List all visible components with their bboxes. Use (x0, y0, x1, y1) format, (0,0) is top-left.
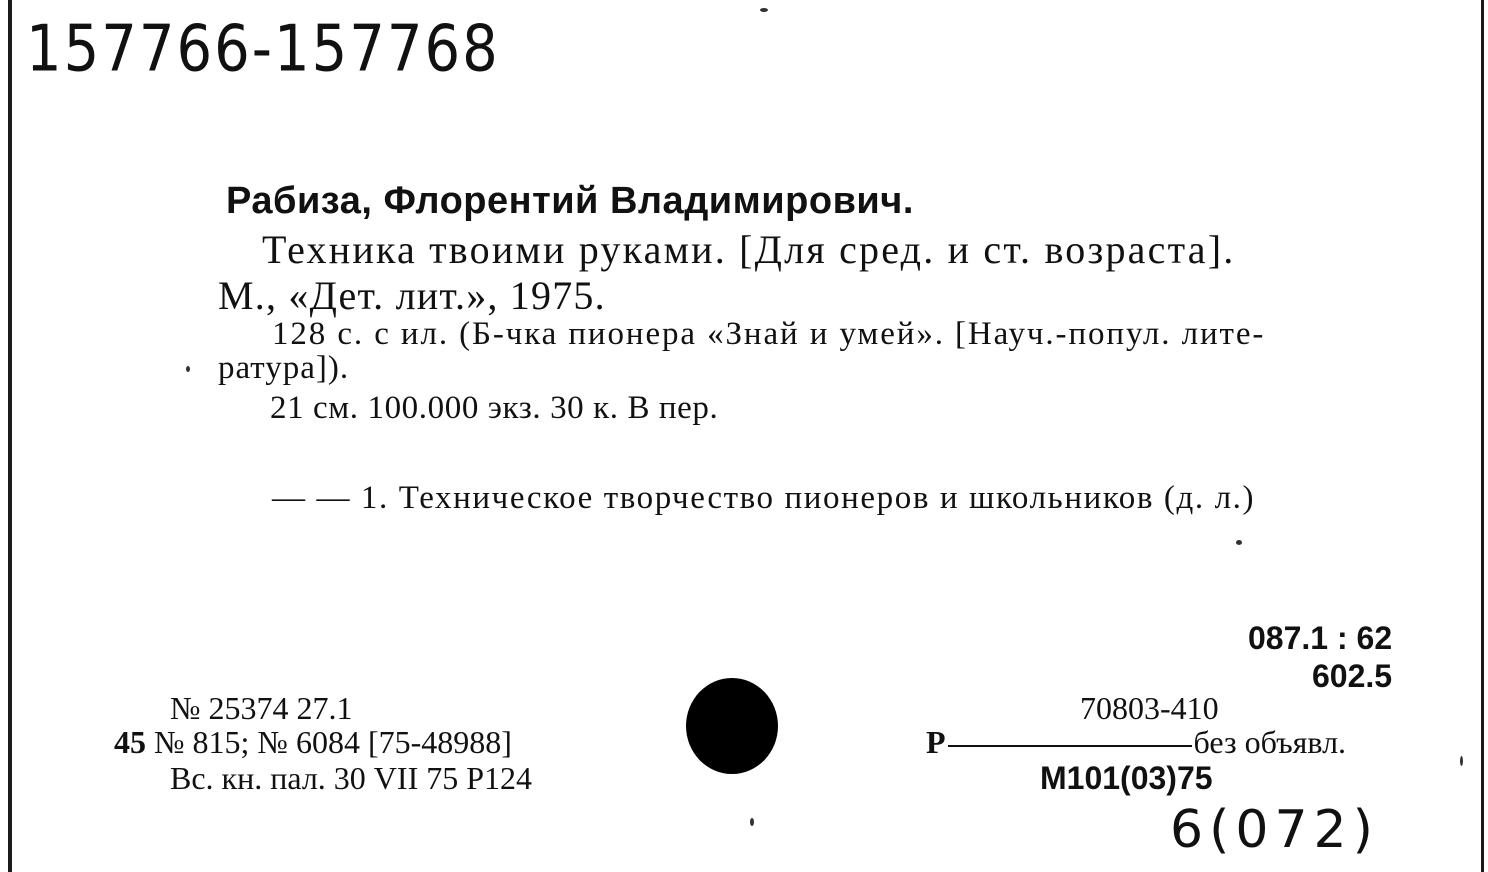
speck (1236, 540, 1242, 545)
record-number-text: № 815; № 6084 [75-48988] (154, 724, 512, 760)
handwritten-inventory-numbers: 157766-157768 (26, 12, 500, 87)
subject-heading: — — 1. Техническое творчество пионеров и школьников (д. л.) (272, 480, 1256, 516)
record-prefix: 45 (114, 724, 146, 760)
price-code-2: М101(03)75 (1040, 760, 1213, 796)
speck (750, 818, 754, 826)
author-heading: Рабиза, Флорентий Владимирович. (226, 180, 914, 222)
classification-code-2: 602.5 (1312, 658, 1393, 694)
record-number-line-1: № 25374 27.1 (170, 690, 353, 726)
physical-description: 21 см. 100.000 экз. 30 к. В пер. (270, 390, 719, 426)
imprint-line: М., «Дет. лит.», 1975. (218, 273, 606, 318)
card-right-edge (1481, 0, 1484, 872)
price-line (926, 724, 1346, 761)
handwritten-shelf-mark: 6(072) (1170, 800, 1379, 860)
classification-code-1: 087.1 : 62 (1248, 620, 1393, 656)
speck (760, 8, 768, 12)
speck (186, 366, 190, 372)
punch-hole (686, 678, 778, 774)
price-prefix: Р (926, 724, 946, 760)
card-left-edge (8, 0, 12, 872)
speck (1460, 756, 1463, 766)
collation-line-2: ратура]). (218, 350, 350, 386)
collation-line-1: 128 с. с ил. (Б-чка пионера «Знай и умей». [Науч.-попул. лите- (272, 316, 1266, 352)
record-number-line-2 (114, 724, 512, 761)
price-suffix: без объявл. (1193, 724, 1347, 760)
book-chamber-line: Вс. кн. пал. 30 VII 75 Р124 (170, 760, 533, 796)
price-code: 70803-410 (1080, 690, 1219, 726)
title-line-1: Техника твоими руками. [Для сред. и ст. возраста]. (262, 227, 1236, 272)
price-rule (948, 745, 1192, 747)
